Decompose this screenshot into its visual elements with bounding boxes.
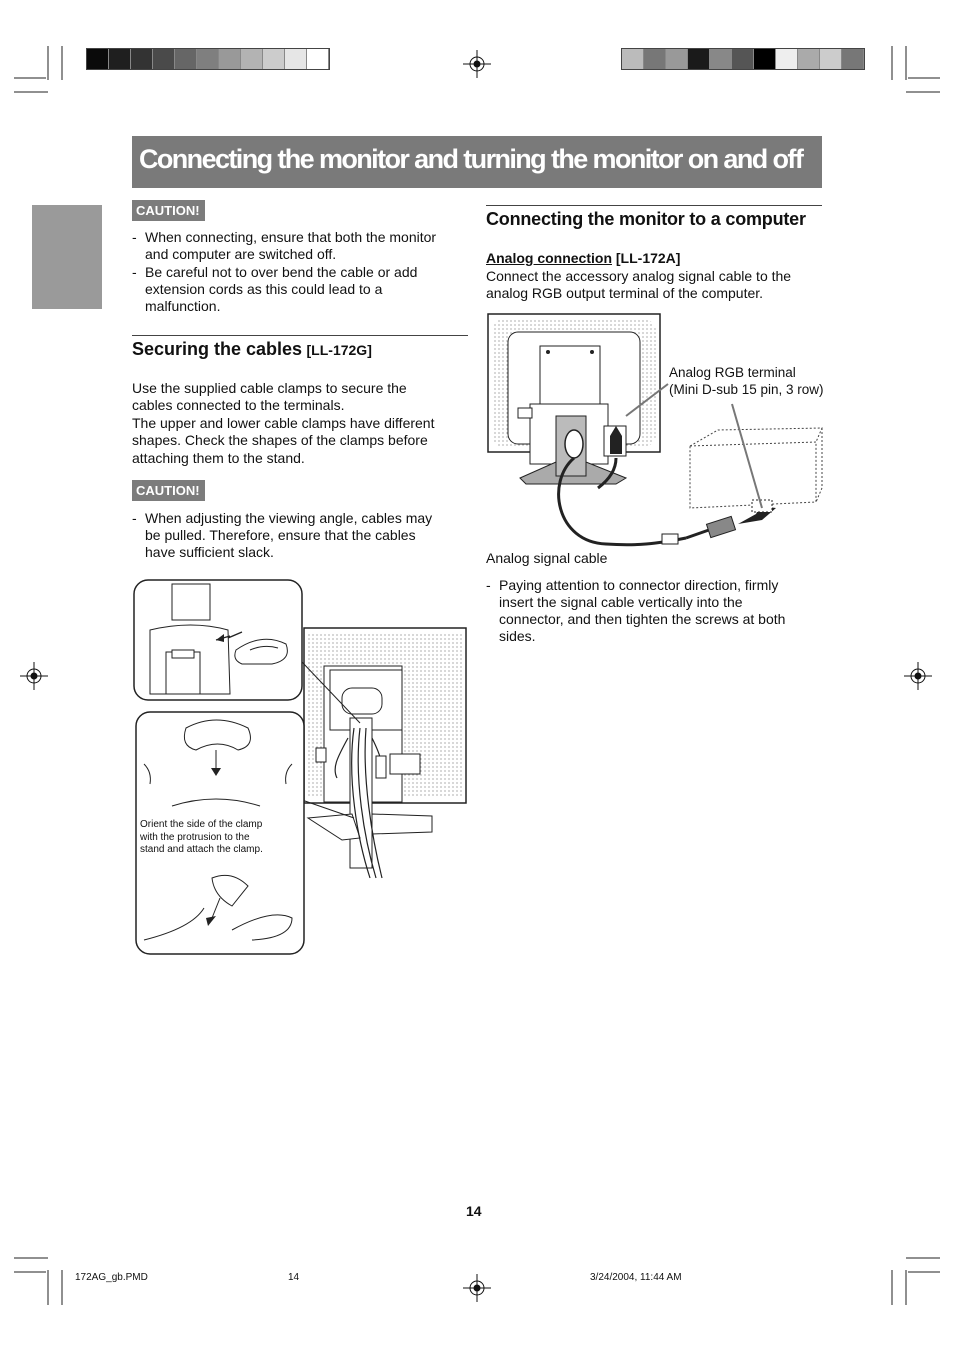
section-tab <box>32 205 102 309</box>
grayscale-bar-right <box>621 48 865 70</box>
grayscale-bar-left <box>86 48 330 70</box>
cable-clamp-illustration <box>132 578 472 958</box>
analog-cable-label: Analog signal cable <box>486 550 608 566</box>
caution-1-item-2: - Be careful not to over bend the cable or add extension cords as this could lead to a malfunction. <box>132 264 418 314</box>
securing-paragraph: Use the supplied cable clamps to secure the cables connected to the terminals. The upper and lower cable clamps have different shapes. Check the shapes of the clamps before attaching them to the stand. <box>132 380 435 466</box>
clamp-note: Orient the side of the clamp with the protrusion to the stand and attach the clamp. <box>140 819 263 855</box>
caution-badge-1: CAUTION! <box>132 200 205 221</box>
analog-connection-illustration <box>486 312 836 557</box>
caution-1-item-1: - When connecting, ensure that both the monitor and computer are switched off. <box>132 229 437 262</box>
caution-badge-2: CAUTION! <box>132 480 205 501</box>
registration-mark-left <box>20 662 48 690</box>
connector-note: - Paying attention to connector direction, firmly insert the signal cable vertically into the connector, and then tighten the screws at both sides. <box>486 577 786 644</box>
terminal-label: Analog RGB terminal (Mini D-sub 15 pin, 3 row) <box>669 365 824 398</box>
page-number: 14 <box>466 1203 482 1219</box>
securing-heading: Securing the cables [LL-172G] <box>132 339 372 359</box>
registration-mark-right <box>904 662 932 690</box>
connecting-heading: Connecting the monitor to a computer <box>486 209 806 229</box>
page-title: Connecting the monitor and turning the monitor on and off <box>139 144 803 174</box>
footer-page: 14 <box>288 1272 300 1283</box>
section-divider-left <box>132 335 468 336</box>
page-title-bar <box>132 136 822 188</box>
registration-mark-top <box>463 50 491 78</box>
footer-file: 172AG_gb.PMD <box>75 1272 148 1283</box>
analog-connection-subheading: Analog connection [LL-172A] <box>486 250 681 266</box>
registration-mark-bottom <box>463 1274 491 1302</box>
caution-2-item: - When adjusting the viewing angle, cables may be pulled. Therefore, ensure that the cables have sufficient slack. <box>132 510 433 560</box>
section-divider-right <box>486 205 822 206</box>
footer-date: 3/24/2004, 11:44 AM <box>590 1272 682 1283</box>
analog-paragraph: Connect the accessory analog signal cable to the analog RGB output terminal of the computer. <box>486 268 792 302</box>
